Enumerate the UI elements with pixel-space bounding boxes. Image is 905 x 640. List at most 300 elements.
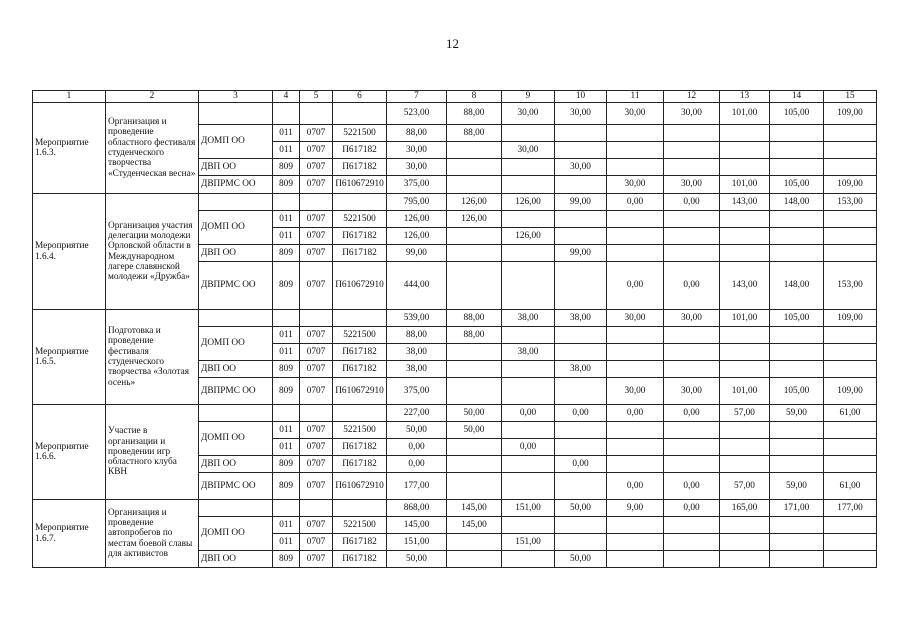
- code-cell: 011: [273, 534, 300, 551]
- amount-cell: [607, 327, 664, 344]
- amount-cell: 444,00: [387, 262, 447, 310]
- amount-cell: [607, 456, 664, 473]
- amount-cell: 795,00: [387, 194, 447, 211]
- code-cell: 0707: [300, 262, 333, 310]
- amount-cell: [824, 344, 877, 361]
- amount-cell: 101,00: [720, 378, 770, 405]
- code-cell: [273, 103, 300, 125]
- code-cell: П617182: [333, 361, 387, 378]
- event-number: Мероприятие 1.6.7.: [33, 500, 106, 568]
- code-cell: 809: [273, 456, 300, 473]
- amount-cell: [720, 551, 770, 568]
- amount-cell: 101,00: [720, 103, 770, 125]
- amount-cell: [447, 228, 502, 245]
- amount-cell: [770, 125, 824, 142]
- amount-cell: [607, 211, 664, 228]
- amount-cell: [720, 361, 770, 378]
- amount-cell: [664, 517, 720, 534]
- event-number: Мероприятие 1.6.3.: [33, 103, 106, 194]
- amount-cell: 0,00: [555, 405, 607, 422]
- amount-cell: [555, 344, 607, 361]
- code-cell: П610672910: [333, 473, 387, 500]
- event-total-row: [33, 500, 877, 517]
- amount-cell: [770, 159, 824, 176]
- amount-cell: 38,00: [555, 310, 607, 327]
- amount-cell: [607, 142, 664, 159]
- amount-cell: 50,00: [447, 405, 502, 422]
- amount-cell: 30,00: [607, 103, 664, 125]
- code-cell: [273, 310, 300, 327]
- amount-cell: 0,00: [502, 439, 555, 456]
- amount-cell: [824, 125, 877, 142]
- amount-cell: [770, 456, 824, 473]
- amount-cell: [555, 473, 607, 500]
- code-cell: 011: [273, 344, 300, 361]
- amount-cell: 38,00: [555, 361, 607, 378]
- amount-cell: [447, 378, 502, 405]
- amount-cell: 151,00: [387, 534, 447, 551]
- code-cell: [300, 500, 333, 517]
- code-cell: 0707: [300, 378, 333, 405]
- amount-cell: [447, 262, 502, 310]
- amount-cell: 0,00: [664, 473, 720, 500]
- amount-cell: [502, 159, 555, 176]
- amount-cell: 9,00: [607, 500, 664, 517]
- amount-cell: 126,00: [502, 194, 555, 211]
- code-cell: 0707: [300, 517, 333, 534]
- amount-cell: 30,00: [607, 378, 664, 405]
- amount-cell: 30,00: [555, 159, 607, 176]
- code-cell: [333, 103, 387, 125]
- event-number: Мероприятие 1.6.6.: [33, 405, 106, 500]
- event-total-row: [33, 194, 877, 211]
- code-cell: 5221500: [333, 422, 387, 439]
- amount-cell: 153,00: [824, 194, 877, 211]
- amount-cell: [824, 534, 877, 551]
- amount-cell: [664, 422, 720, 439]
- amount-cell: [824, 517, 877, 534]
- amount-cell: 59,00: [770, 473, 824, 500]
- code-cell: 0707: [300, 142, 333, 159]
- amount-cell: [720, 228, 770, 245]
- amount-cell: [664, 534, 720, 551]
- code-cell: 0707: [300, 176, 333, 194]
- amount-cell: [555, 262, 607, 310]
- amount-cell: 88,00: [387, 125, 447, 142]
- amount-cell: [824, 228, 877, 245]
- amount-cell: [502, 422, 555, 439]
- event-total-row: [33, 103, 877, 125]
- amount-cell: 88,00: [447, 310, 502, 327]
- code-cell: 0707: [300, 211, 333, 228]
- amount-cell: [447, 142, 502, 159]
- amount-cell: 145,00: [447, 517, 502, 534]
- code-cell: 809: [273, 262, 300, 310]
- amount-cell: 153,00: [824, 262, 877, 310]
- amount-cell: 143,00: [720, 194, 770, 211]
- code-cell: 0707: [300, 439, 333, 456]
- amount-cell: [770, 211, 824, 228]
- amount-cell: [502, 378, 555, 405]
- amount-cell: 50,00: [555, 551, 607, 568]
- code-cell: 011: [273, 228, 300, 245]
- amount-cell: 523,00: [387, 103, 447, 125]
- amount-cell: 0,00: [664, 500, 720, 517]
- amount-cell: 105,00: [770, 176, 824, 194]
- amount-cell: [664, 551, 720, 568]
- code-cell: 011: [273, 125, 300, 142]
- amount-cell: [720, 422, 770, 439]
- amount-cell: 145,00: [387, 517, 447, 534]
- code-cell: П617182: [333, 551, 387, 568]
- amount-cell: 88,00: [387, 327, 447, 344]
- amount-cell: [770, 228, 824, 245]
- amount-cell: [555, 125, 607, 142]
- amount-cell: [720, 517, 770, 534]
- event-name: Организация и проведение областного фестиваля студенческого творчества «Студенческая весна»: [106, 103, 199, 194]
- amount-cell: 151,00: [502, 534, 555, 551]
- amount-cell: [555, 228, 607, 245]
- event-number: Мероприятие 1.6.5.: [33, 310, 106, 405]
- amount-cell: [447, 176, 502, 194]
- code-cell: 0707: [300, 159, 333, 176]
- amount-cell: 101,00: [720, 176, 770, 194]
- amount-cell: [720, 211, 770, 228]
- amount-cell: [447, 473, 502, 500]
- amount-cell: [720, 125, 770, 142]
- amount-cell: [502, 551, 555, 568]
- column-header: 4: [273, 91, 300, 103]
- amount-cell: [447, 344, 502, 361]
- amount-cell: 57,00: [720, 405, 770, 422]
- code-cell: 809: [273, 361, 300, 378]
- recipient-cell: ДВП ОО: [199, 361, 273, 378]
- amount-cell: 59,00: [770, 405, 824, 422]
- amount-cell: 88,00: [447, 327, 502, 344]
- amount-cell: [447, 245, 502, 262]
- page-number: 12: [446, 36, 459, 51]
- amount-cell: [502, 456, 555, 473]
- amount-cell: 375,00: [387, 378, 447, 405]
- amount-cell: 126,00: [447, 194, 502, 211]
- amount-cell: 30,00: [502, 103, 555, 125]
- code-cell: 5221500: [333, 211, 387, 228]
- column-header: 9: [502, 91, 555, 103]
- code-cell: 0707: [300, 534, 333, 551]
- event-name: Организация участия делегации молодежи Орловской области в Международном лагере славянской молодежи «Дружба»: [106, 194, 199, 310]
- amount-cell: 109,00: [824, 176, 877, 194]
- code-cell: [300, 103, 333, 125]
- code-cell: П617182: [333, 439, 387, 456]
- column-header: 13: [720, 91, 770, 103]
- code-cell: 5221500: [333, 125, 387, 142]
- recipient-cell: ДОМП ОО: [199, 125, 273, 159]
- amount-cell: [770, 551, 824, 568]
- amount-cell: [607, 344, 664, 361]
- code-cell: П610672910: [333, 262, 387, 310]
- amount-cell: [664, 344, 720, 361]
- code-cell: 011: [273, 439, 300, 456]
- code-cell: П610672910: [333, 176, 387, 194]
- event-total-row: [33, 310, 877, 327]
- amount-cell: 30,00: [502, 142, 555, 159]
- amount-cell: 148,00: [770, 262, 824, 310]
- amount-cell: 38,00: [387, 361, 447, 378]
- column-header: 10: [555, 91, 607, 103]
- code-cell: 0707: [300, 125, 333, 142]
- code-cell: П617182: [333, 228, 387, 245]
- code-cell: 809: [273, 551, 300, 568]
- code-cell: 011: [273, 517, 300, 534]
- amount-cell: [720, 456, 770, 473]
- recipient-cell: [199, 103, 273, 125]
- column-header: 2: [106, 91, 199, 103]
- amount-cell: [607, 422, 664, 439]
- code-cell: 809: [273, 176, 300, 194]
- code-cell: П617182: [333, 456, 387, 473]
- amount-cell: [720, 344, 770, 361]
- amount-cell: [770, 245, 824, 262]
- amount-cell: 61,00: [824, 473, 877, 500]
- amount-cell: [824, 422, 877, 439]
- amount-cell: [664, 142, 720, 159]
- amount-cell: [607, 245, 664, 262]
- code-cell: 809: [273, 378, 300, 405]
- amount-cell: 0,00: [607, 262, 664, 310]
- recipient-cell: [199, 194, 273, 211]
- amount-cell: 148,00: [770, 194, 824, 211]
- amount-cell: 539,00: [387, 310, 447, 327]
- amount-cell: [502, 327, 555, 344]
- amount-cell: [502, 517, 555, 534]
- code-cell: 0707: [300, 456, 333, 473]
- amount-cell: 109,00: [824, 310, 877, 327]
- amount-cell: [664, 327, 720, 344]
- amount-cell: [502, 176, 555, 194]
- recipient-cell: ДВПРМС ОО: [199, 473, 273, 500]
- amount-cell: 30,00: [664, 378, 720, 405]
- amount-cell: [555, 327, 607, 344]
- amount-cell: 50,00: [387, 551, 447, 568]
- amount-cell: [664, 456, 720, 473]
- amount-cell: 0,00: [607, 194, 664, 211]
- amount-cell: [447, 534, 502, 551]
- column-header: 8: [447, 91, 502, 103]
- amount-cell: [555, 142, 607, 159]
- amount-cell: 126,00: [387, 228, 447, 245]
- recipient-cell: ДВП ОО: [199, 456, 273, 473]
- amount-cell: 126,00: [502, 228, 555, 245]
- amount-cell: 30,00: [607, 310, 664, 327]
- amount-cell: [664, 228, 720, 245]
- code-cell: [333, 310, 387, 327]
- event-name: Подготовка и проведение фестиваля студенческого творчества «Золотая осень»: [106, 310, 199, 405]
- event-total-row: [33, 405, 877, 422]
- amount-cell: [502, 473, 555, 500]
- recipient-cell: [199, 500, 273, 517]
- recipient-cell: ДОМП ОО: [199, 327, 273, 361]
- amount-cell: [824, 551, 877, 568]
- amount-cell: [664, 439, 720, 456]
- amount-cell: 50,00: [387, 422, 447, 439]
- recipient-cell: [199, 310, 273, 327]
- code-cell: [333, 500, 387, 517]
- amount-cell: [720, 245, 770, 262]
- amount-cell: 30,00: [664, 176, 720, 194]
- amount-cell: [607, 125, 664, 142]
- amount-cell: 165,00: [720, 500, 770, 517]
- amount-cell: [720, 439, 770, 456]
- code-cell: П617182: [333, 159, 387, 176]
- amount-cell: [824, 361, 877, 378]
- code-cell: 0707: [300, 361, 333, 378]
- code-cell: П617182: [333, 142, 387, 159]
- code-cell: 0707: [300, 551, 333, 568]
- amount-cell: 99,00: [387, 245, 447, 262]
- header-row: [33, 91, 877, 103]
- amount-cell: 868,00: [387, 500, 447, 517]
- amount-cell: 38,00: [502, 344, 555, 361]
- code-cell: [273, 194, 300, 211]
- amount-cell: [770, 327, 824, 344]
- code-cell: 0707: [300, 245, 333, 262]
- code-cell: 0707: [300, 473, 333, 500]
- amount-cell: [607, 439, 664, 456]
- amount-cell: 105,00: [770, 310, 824, 327]
- amount-cell: [555, 378, 607, 405]
- amount-cell: [824, 245, 877, 262]
- code-cell: 5221500: [333, 517, 387, 534]
- amount-cell: [447, 551, 502, 568]
- amount-cell: 0,00: [664, 194, 720, 211]
- column-header: 14: [770, 91, 824, 103]
- recipient-cell: ДВПРМС ОО: [199, 262, 273, 310]
- amount-cell: 171,00: [770, 500, 824, 517]
- amount-cell: [502, 125, 555, 142]
- amount-cell: [555, 176, 607, 194]
- amount-cell: 30,00: [664, 103, 720, 125]
- code-cell: 0707: [300, 228, 333, 245]
- amount-cell: [502, 262, 555, 310]
- code-cell: 011: [273, 327, 300, 344]
- code-cell: 809: [273, 473, 300, 500]
- amount-cell: [770, 422, 824, 439]
- recipient-cell: ДВПРМС ОО: [199, 378, 273, 405]
- amount-cell: [447, 361, 502, 378]
- code-cell: [300, 405, 333, 422]
- amount-cell: 227,00: [387, 405, 447, 422]
- amount-cell: [607, 228, 664, 245]
- amount-cell: 0,00: [664, 262, 720, 310]
- code-cell: 011: [273, 422, 300, 439]
- amount-cell: 177,00: [824, 500, 877, 517]
- code-cell: [273, 500, 300, 517]
- amount-cell: 30,00: [387, 142, 447, 159]
- amount-cell: [555, 534, 607, 551]
- amount-cell: [824, 456, 877, 473]
- amount-cell: [824, 439, 877, 456]
- column-header: 15: [824, 91, 877, 103]
- amount-cell: [824, 327, 877, 344]
- amount-cell: 0,00: [555, 456, 607, 473]
- amount-cell: 99,00: [555, 245, 607, 262]
- amount-cell: [770, 534, 824, 551]
- code-cell: [333, 405, 387, 422]
- amount-cell: 0,00: [607, 473, 664, 500]
- amount-cell: [664, 245, 720, 262]
- column-header: 6: [333, 91, 387, 103]
- recipient-cell: ДВП ОО: [199, 551, 273, 568]
- amount-cell: 38,00: [502, 310, 555, 327]
- amount-cell: 99,00: [555, 194, 607, 211]
- amount-cell: [555, 517, 607, 534]
- recipient-cell: ДВПРМС ОО: [199, 176, 273, 194]
- code-cell: 0707: [300, 327, 333, 344]
- amount-cell: 109,00: [824, 103, 877, 125]
- amount-cell: [607, 159, 664, 176]
- amount-cell: 88,00: [447, 125, 502, 142]
- code-cell: П617182: [333, 534, 387, 551]
- column-header: 7: [387, 91, 447, 103]
- amount-cell: [664, 125, 720, 142]
- amount-cell: 57,00: [720, 473, 770, 500]
- column-header: 1: [33, 91, 106, 103]
- code-cell: [333, 194, 387, 211]
- amount-cell: [720, 534, 770, 551]
- amount-cell: [607, 551, 664, 568]
- budget-table: [32, 90, 877, 568]
- event-name: Организация и проведение автопробегов по местам боевой славы для активистов: [106, 500, 199, 568]
- amount-cell: 30,00: [607, 176, 664, 194]
- amount-cell: 109,00: [824, 378, 877, 405]
- amount-cell: 105,00: [770, 103, 824, 125]
- column-header: 5: [300, 91, 333, 103]
- amount-cell: [607, 361, 664, 378]
- event-name: Участие в организации и проведении игр областного клуба КВН: [106, 405, 199, 500]
- code-cell: [300, 310, 333, 327]
- amount-cell: [664, 211, 720, 228]
- amount-cell: [664, 159, 720, 176]
- code-cell: 5221500: [333, 327, 387, 344]
- amount-cell: [502, 245, 555, 262]
- amount-cell: 105,00: [770, 378, 824, 405]
- amount-cell: [770, 344, 824, 361]
- amount-cell: 61,00: [824, 405, 877, 422]
- amount-cell: [607, 517, 664, 534]
- code-cell: 011: [273, 142, 300, 159]
- amount-cell: 38,00: [387, 344, 447, 361]
- amount-cell: [447, 159, 502, 176]
- amount-cell: [502, 361, 555, 378]
- code-cell: 011: [273, 211, 300, 228]
- amount-cell: [720, 159, 770, 176]
- amount-cell: [502, 211, 555, 228]
- amount-cell: 88,00: [447, 103, 502, 125]
- code-cell: П610672910: [333, 378, 387, 405]
- amount-cell: 143,00: [720, 262, 770, 310]
- amount-cell: [824, 142, 877, 159]
- code-cell: П617182: [333, 245, 387, 262]
- amount-cell: [447, 456, 502, 473]
- amount-cell: 126,00: [387, 211, 447, 228]
- amount-cell: [664, 361, 720, 378]
- amount-cell: 145,00: [447, 500, 502, 517]
- amount-cell: [720, 327, 770, 344]
- code-cell: 0707: [300, 422, 333, 439]
- amount-cell: [770, 142, 824, 159]
- recipient-cell: ДВП ОО: [199, 159, 273, 176]
- column-header: 12: [664, 91, 720, 103]
